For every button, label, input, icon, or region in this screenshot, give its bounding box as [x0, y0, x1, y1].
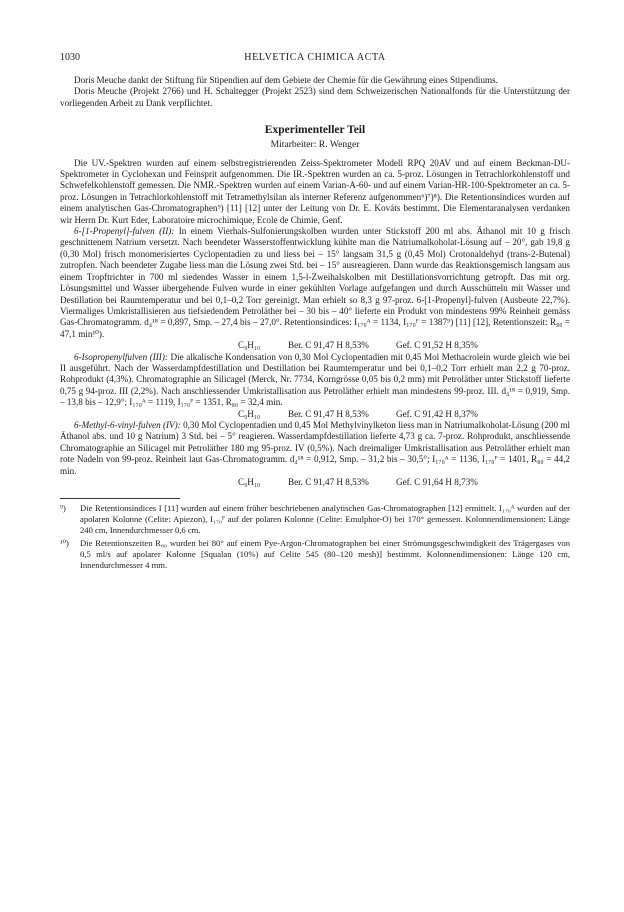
footnote-divider: [60, 498, 180, 499]
analysis-found: Gef. C 91,42 H 8,37%: [396, 408, 478, 419]
compound-paragraph-ii: [60, 226, 570, 340]
footnote-text: Die Retentionszeiten R₈₀ wurden bei 80° auf einem Pye-Argon-Chromatographen bei einer Strömungsgeschwindigkeit des Trägergases von 0,5 ml/s auf apolarer Kolonne [Squalan (10%) auf Celite 545 (80–120 mesh)] bestimmt. Kolonnendimensionen: Länge 120 cm, Innendurchmesser 4 mm.: [80, 538, 570, 570]
elemental-analysis-ii: [60, 340, 570, 351]
page-number: 1030: [60, 52, 80, 63]
section-title: Experimenteller Teil: [264, 124, 366, 137]
general-methods-paragraph: Die UV.-Spektren wurden auf einem selbstregistrierenden Zeiss-Spektrometer Modell RPQ 20AV und auf einem Beckman-DU-Spektrometer in Cyclohexan und Feinsprit aufgenommen. Die IR.-Spektren wurden an ca. 5-proz. Lösungen in Tetrachlorkohlenstoff und Schwefelkohlenstoff gemessen. Die NMR.-Spektren wurden auf einem Varian-A-60- und auf einem Varian-HR-100-Spektrometer an ca. 5-proz. Lösungen in Tetrachlorkohlenstoff mit Tetramethylsilan als interner Referenz aufgenommen⁶)⁷)⁸). Die Retentionsindices wurden auf einem analytischen Gas-Chromatographen⁹) [11] [12] unter der Leitung von Dr. E. Kováts bestimmt. Die Elementaranalysen verdanken wir Herrn Dr. Kurt Eder, Laboratoire microchimique, Ecole de Chimie, Genf.: [60, 157, 570, 225]
elemental-analysis-iii: [60, 409, 570, 420]
analysis-calculated: Ber. C 91,47 H 8,53%: [288, 408, 369, 419]
footnote-9: [60, 503, 570, 536]
acknowledgement-1: Doris Meuche dankt der Stiftung für Stipendien auf dem Gebiete der Chemie für die Gewährung eines Stipendiums.: [74, 75, 498, 85]
article-body: [60, 75, 570, 488]
compound-paragraph-iv: [60, 420, 570, 477]
running-header: [60, 52, 570, 66]
acknowledgement-2: Doris Meuche (Projekt 2766) und H. Schaltegger (Projekt 2523) sind dem Schweizerischen Nationalfonds für die Unterstützung der vorliegenden Arbeit zu Dank verpflichtet.: [60, 86, 570, 108]
compound-text-iii: Die alkalische Kondensation von 0,30 Mol Cyclopentadien mit 0,45 Mol Methacrolein wurde gleich wie bei II ausgeführt. Nach der Wasserdampfdestillation und Destillation bei Raumtemperatur und bei 0,1–0,2 Torr erhielt man 2,2 g 70-proz. Rohprodukt (4,3%). Chromatographie an Silicagel (Merck, Nr. 7734, Korngrösse 0,05 bis 0,2 mm) mit Petroläther unter Stickstoff lieferte 0,75 g 94-proz. III (2,2%). Nach anschliessender Umkristallisation aus Petroläther erhielt man mindestens 99-proz. III. d₄¹⁸ = 0,919, Smp. – 13,8 bis – 12,9°; I₁₇₀ᴬ = 1119, I₁₇₀ᴾ = 1351, R₈₀ = 32,4 min.: [60, 351, 570, 408]
compound-name-iv: 6-Methyl-6-vinyl-fulven (IV):: [74, 419, 181, 430]
footnotes: [60, 503, 570, 570]
footnote-text: Die Retentionsindices I [11] wurden auf einem früher beschriebenen analytischen Gas-Chromatographen [12] ermittelt. I₁₇₀ᴬ wurden auf der apolaren Kolonne (Celite: Apiezon), I₁₇₀ᴾ auf der polaren Kolonne (Celite: Emulphor-O) bei 170° gemessen. Kolonnendimensionen: Länge 240 cm, Innendurchmesser 0,6 cm.: [80, 503, 570, 536]
compound-paragraph-iii: [60, 352, 570, 409]
journal-title: HELVETICA CHIMICA ACTA: [244, 52, 386, 63]
analysis-formula: C₉H₁₀: [238, 477, 261, 487]
analysis-formula: C₉H₁₀: [238, 408, 261, 419]
footnote-marker: ¹⁰): [60, 538, 69, 549]
elemental-analysis-iv: [60, 477, 570, 488]
compound-name-iii: 6-Isopropenylfulven (III):: [74, 351, 168, 362]
analysis-calculated: Ber. C 91,47 H 8,53%: [288, 340, 369, 351]
compound-text-ii: In einem Vierhals-Sulfonierungskolben wurden unter Stickstoff 200 ml abs. Äthanol mit 10 g frisch geschnittenem Natrium versetzt. Nach beendeter Wasserstoffentwicklung kühlte man die Natriumalkoholat-Lösung auf – 20°, gab 19,8 g (0,30 Mol) frisch monomerisiertes Cyclopentadien zu und liess bei – 15° langsam 31,5 g (0,45 Mol) Crotonaldehyd (trans-2-Butenal) zutropfen. Nach beendeter Zugabe liess man die Lösung zwei Std. bei – 15° ausreagieren. Dann wurde das Reaktionsgemisch langsam aus einem Tropftrichter in 700 ml siedendes Wasser in einem 1,5-l-Zweihalskolben mit Destillationsvorrichtung getropft. Das mit org. Lösungsmittel und Wasser übergehende Fulven wurde in einer gekühlten Vorlage aufgefangen und durch Ausschütteln mit Wasser und Destillation bei Raumtemperatur und bei 0,1–0,2 Torr gereinigt. Man erhielt so 8,3 g 97-proz. 6-[1-Propenyl]-fulven (Ausbeute 22,7%). Viermaliges Umkristallisieren aus tiefsiedendem Petroläther bei – 30 bis – 40° lieferte ein Produkt von mindestens 99% Reinheit gemäss Gas-Chromatogramm. d₄¹⁸ = 0,897, Smp. – 27,4 bis – 27,0°. Retentionsindices: I₁₇₀ᴬ = 1134, I₁₇₀ᴾ = 1387⁹) [11] [12], Retentionszeit: R₈₀ = 47,1 min¹⁰).: [60, 226, 571, 339]
analysis-found: Gef. C 91,52 H 8,35%: [396, 340, 478, 351]
compound-name-ii: 6-[1-Propenyl]-fulven (II):: [74, 226, 175, 237]
analysis-calculated: Ber. C 91,47 H 8,53%: [288, 477, 369, 487]
coworker-line: Mitarbeiter: R. Wenger: [270, 139, 360, 151]
footnote-10: [60, 538, 570, 571]
compound-text-iv: 0,30 Mol Cyclopentadien und 0,45 Mol Methylvinylketon liess man in Natriumalkoholat-Lösung (200 ml Äthanol abs. und 10 g Natrium) 3 Std. bei – 5° reagieren. Wasserdampfdestillation lieferte 4,73 g ca. 7-proz. Rohprodukt, anschliessende Chromatographie an Silicagel mit Petroläther 180 mg 95-proz. IV (0,5%). Nach dreimaliger Umkristallisation aus Petroläther erhielt man rote Nadeln von 99-proz. Reinheit laut Gas-Chromatogramm. d₄¹⁸ = 0,912, Smp. – 31,2 bis – 30,5°; I₁₇₀ᴬ = 1136, I₁₇₀ᴾ = 1401, R₈₀ = 44,2 min.: [60, 419, 571, 476]
analysis-found: Gef. C 91,64 H 8,73%: [396, 477, 478, 487]
footnote-marker: ⁹): [60, 503, 66, 514]
journal-page: [60, 52, 570, 573]
analysis-formula: C₉H₁₀: [238, 340, 261, 351]
